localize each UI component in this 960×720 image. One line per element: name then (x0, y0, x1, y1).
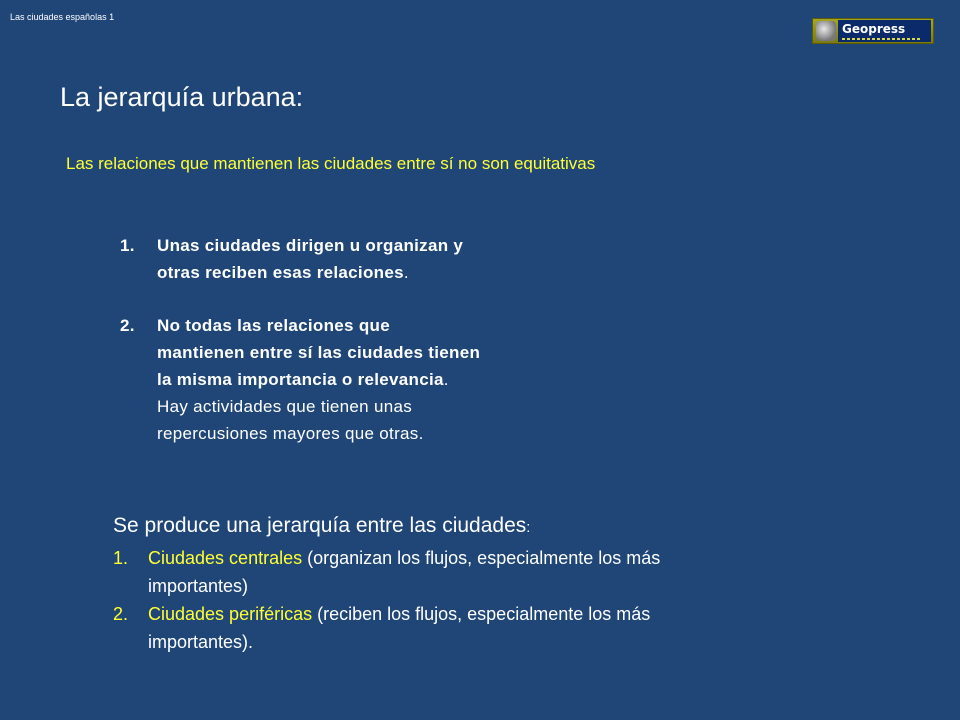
geopress-logo (812, 18, 934, 44)
logo-text-box (838, 20, 931, 42)
hierarchy-item-rest: (reciben los flujos, especialmente los más (312, 604, 651, 624)
point-text (157, 312, 480, 447)
hierarchy-item-rest: importantes). (148, 632, 254, 652)
hierarchy-title (113, 514, 833, 538)
hierarchy-item-highlight: Ciudades periféricas (148, 604, 313, 624)
logo-subline (842, 38, 922, 40)
point-line: Unas ciudades dirigen u organizan y (157, 236, 464, 255)
point-end: . (443, 370, 449, 389)
hierarchy-item-text (148, 544, 660, 600)
hierarchy-item-number: 1. (113, 548, 129, 568)
point-line: repercusiones mayores que otras. (157, 424, 424, 443)
slide-subtitle: Las relaciones que mantienen las ciudades entre sí no son equitativas (66, 154, 596, 173)
numbered-points (120, 232, 480, 447)
point-line-with-end (157, 259, 463, 286)
slide-header-title: Las ciudades españolas 1 (10, 12, 115, 22)
hierarchy-item-text (148, 600, 650, 656)
hierarchy-item-peripheral (113, 600, 833, 656)
hierarchy-title-text: Se produce una jerarquía entre las ciudades (113, 514, 527, 537)
point-number: 1. (120, 236, 135, 255)
point-text (157, 232, 463, 286)
slide-title: La jerarquía urbana: (60, 82, 304, 112)
hierarchy-item-rest: (organizan los flujos, especialmente los más (302, 548, 661, 568)
hierarchy-section (113, 514, 833, 656)
hierarchy-item-rest: importantes) (148, 576, 249, 596)
hierarchy-item-highlight: Ciudades centrales (148, 548, 303, 568)
point-line: No todas las relaciones que (157, 316, 390, 335)
point-number: 2. (120, 316, 135, 335)
hierarchy-list (113, 544, 833, 656)
point-line: la misma importancia o relevancia (157, 370, 444, 389)
hierarchy-item-number: 2. (113, 604, 129, 624)
hierarchy-title-colon: : (526, 519, 531, 536)
point-line-with-end (157, 366, 480, 393)
point-line: mantienen entre sí las ciudades tienen (157, 343, 481, 362)
point-line: Hay actividades que tienen unas (157, 397, 413, 416)
point-2 (120, 312, 480, 447)
globe-emblem-icon (816, 21, 836, 41)
point-end: . (403, 263, 409, 282)
hierarchy-item-central (113, 544, 833, 600)
point-1 (120, 232, 480, 286)
logo-text: Geopress (842, 21, 906, 36)
point-line: otras reciben esas relaciones (157, 263, 404, 282)
